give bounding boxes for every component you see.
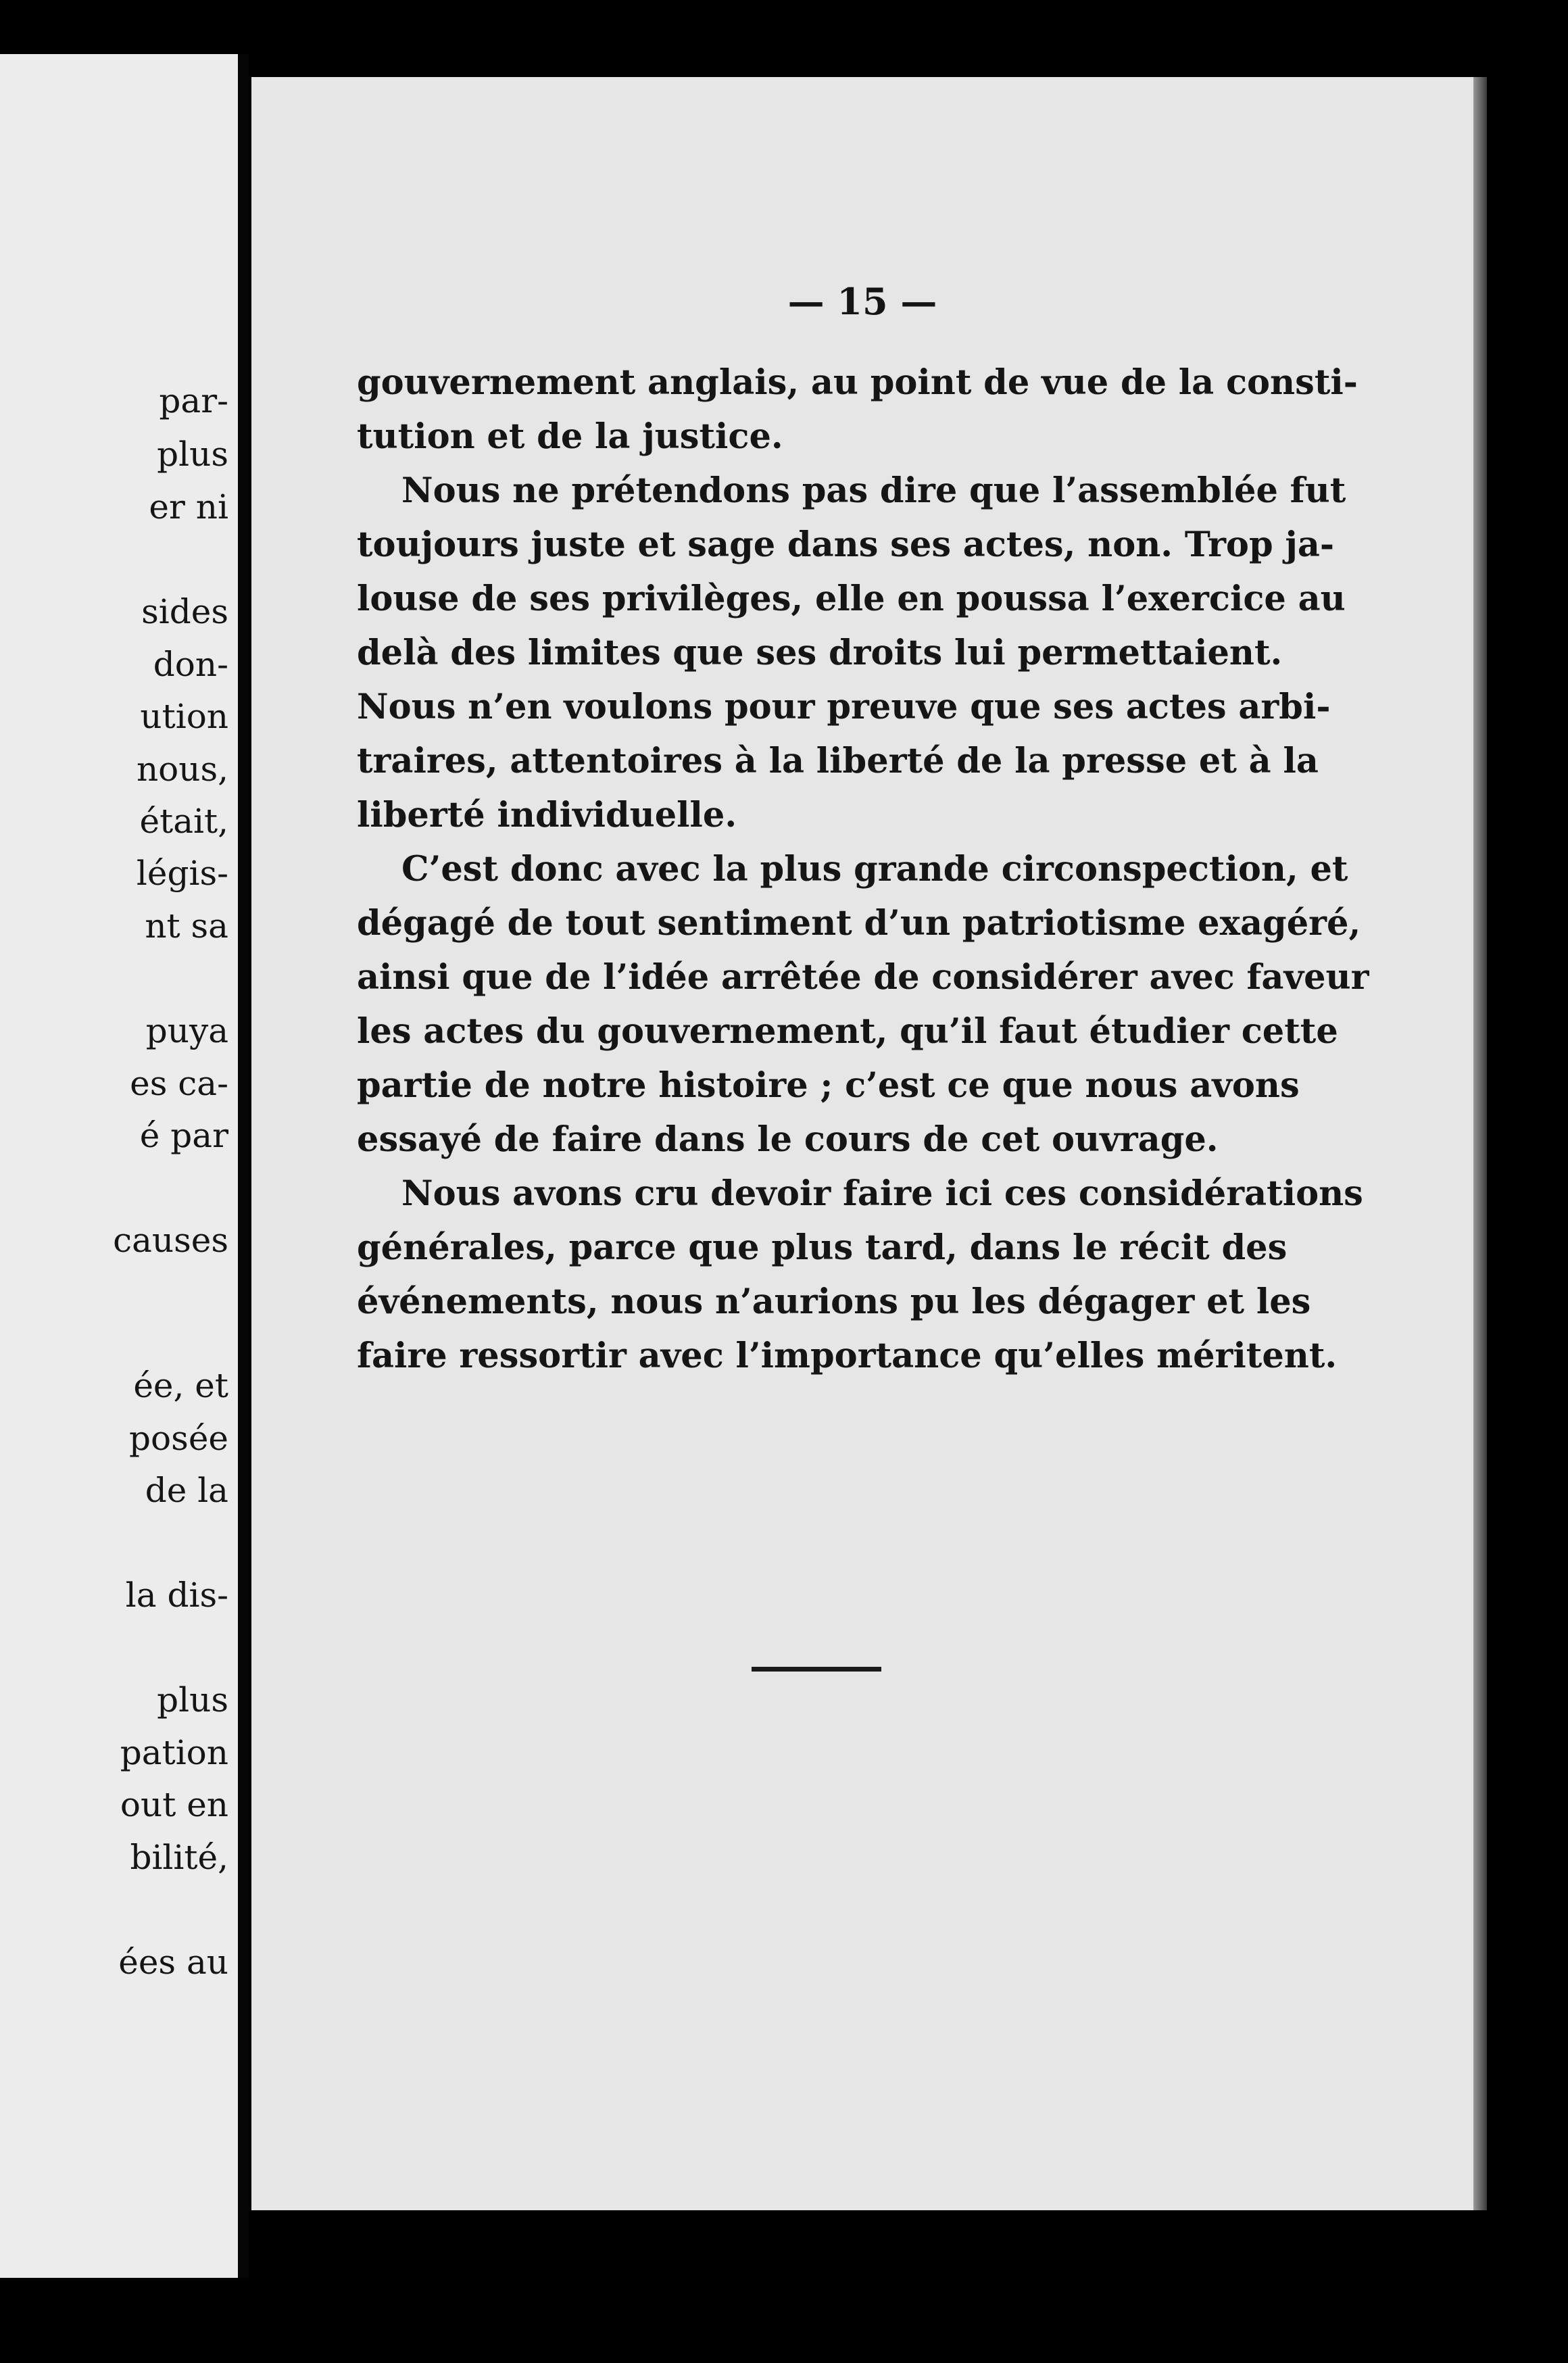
right-page [251, 77, 1473, 2210]
text-line: ainsi que de l’idée arrêtée de considérer avec faveur [357, 957, 1369, 998]
text-line: générales, parce que plus tard, dans le récit des [357, 1227, 1288, 1268]
left-page-line: était, [139, 802, 228, 841]
left-page-line: é par [139, 1116, 228, 1155]
text-line: traires, attentoires à la liberté de la presse et à la [357, 741, 1319, 781]
left-page-line: don- [153, 645, 228, 684]
page-number: — 15 — [787, 280, 937, 323]
left-page-line: er ni [149, 487, 228, 527]
left-page-line: es ca- [130, 1064, 228, 1103]
left-page-line: nous, [136, 750, 228, 789]
text-line: événements, nous n’aurions pu les dégager et les [357, 1282, 1311, 1322]
paragraph-start-line: Nous ne prétendons pas dire que l’assemblée fut [401, 470, 1346, 511]
left-page-line: la dis- [125, 1576, 228, 1615]
text-line: liberté individuelle. [357, 795, 737, 835]
left-page-line: causes [113, 1221, 228, 1260]
left-page-line: légis- [136, 854, 228, 893]
left-page-line: ées au [118, 1943, 228, 1982]
text-line: essayé de faire dans le cours de cet ouvrage. [357, 1119, 1219, 1160]
left-page-line: plus [157, 1680, 228, 1720]
text-line: tution et de la justice. [357, 416, 783, 457]
paragraph-start-line: C’est donc avec la plus grande circonspection, et [401, 849, 1348, 890]
text-line: dégagé de tout sentiment d’un patriotisme exagéré, [357, 903, 1361, 944]
text-line: toujours juste et sage dans ses actes, non. Trop ja- [357, 525, 1335, 565]
left-page-line: pation [120, 1733, 228, 1772]
paragraph-start-line: Nous avons cru devoir faire ici ces considérations [401, 1173, 1363, 1214]
left-page-line: de la [145, 1471, 228, 1510]
book-gutter [238, 54, 249, 2278]
left-page-line: ée, et [133, 1366, 228, 1405]
left-page-line: ution [140, 697, 228, 736]
text-line: les actes du gouvernement, qu’il faut étudier cette [357, 1011, 1338, 1052]
left-page-line: par- [159, 381, 228, 420]
left-page-line: puya [145, 1011, 228, 1050]
left-page-line: bilité, [130, 1838, 228, 1877]
left-page-line: posée [129, 1419, 228, 1458]
text-line: partie de notre histoire ; c’est ce que nous avons [357, 1065, 1300, 1106]
left-page-line: plus [157, 435, 228, 474]
text-line: louse de ses privilèges, elle en poussa l’exercice au [357, 579, 1346, 619]
text-line: delà des limites que ses droits lui permettaient. [357, 633, 1283, 673]
left-page-line: sides [141, 592, 228, 631]
text-line: Nous n’en voulons pour preuve que ses actes arbi- [357, 687, 1331, 727]
page-edge [1473, 77, 1487, 2210]
text-line: faire ressortir avec l’importance qu’elles méritent. [357, 1336, 1338, 1376]
left-page [0, 54, 238, 2278]
left-page-line: out en [120, 1785, 228, 1824]
section-end-rule [752, 1667, 881, 1672]
text-line: gouvernement anglais, au point de vue de la consti- [357, 362, 1358, 403]
left-page-line: nt sa [145, 906, 228, 946]
body-text [357, 356, 1473, 1383]
